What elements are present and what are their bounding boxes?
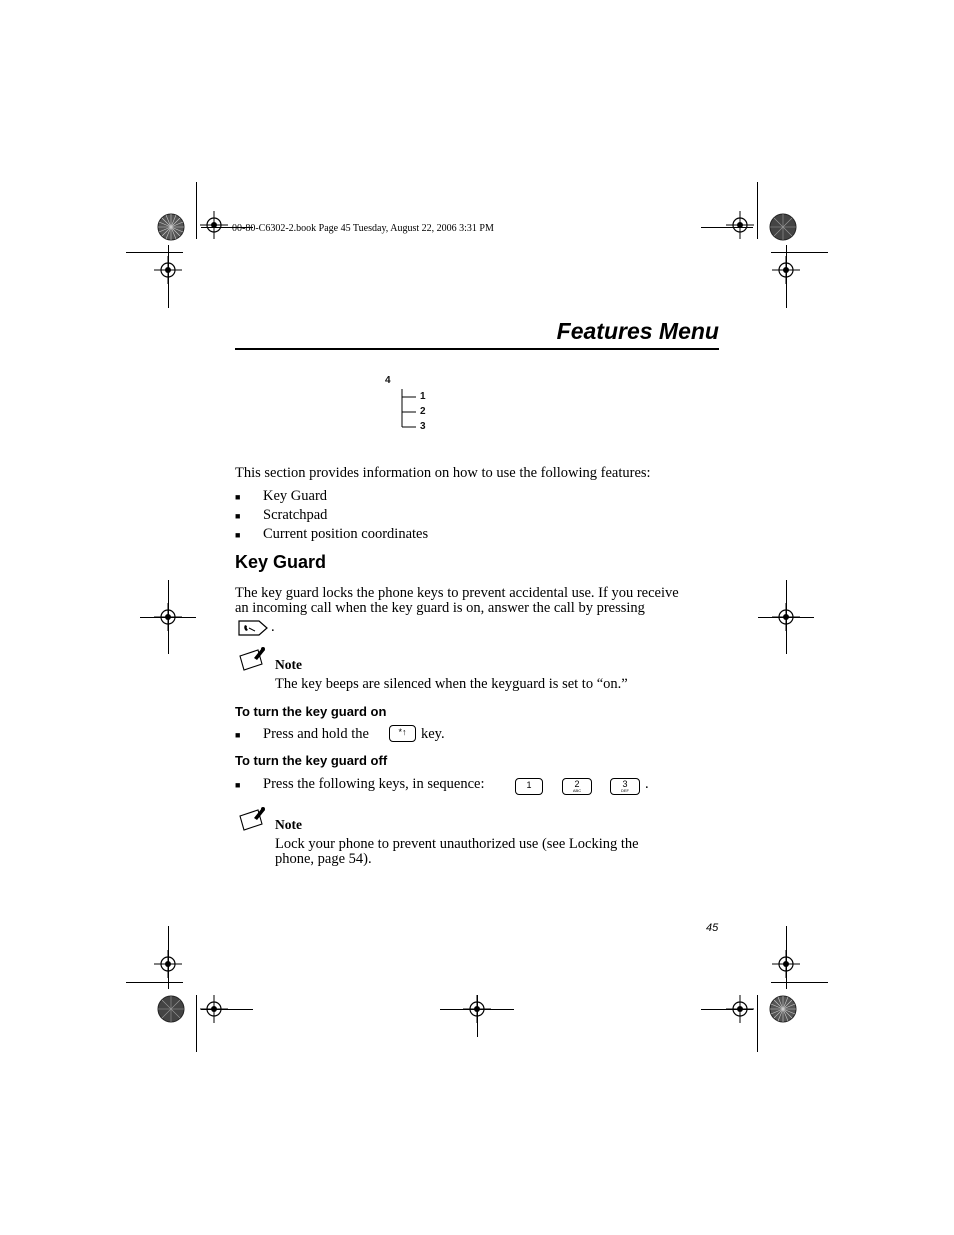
section-heading: Key Guard: [235, 552, 327, 572]
note-label: Note: [275, 657, 302, 672]
key-sublabel: ABC: [572, 788, 582, 793]
crop-mark: [126, 252, 183, 253]
bullet: ■: [235, 530, 241, 540]
note-pen-icon: [238, 806, 268, 832]
key-sublabel: DEF: [621, 788, 629, 793]
registration-target-icon: [772, 256, 800, 284]
registration-target-icon: [726, 211, 754, 239]
registration-target-icon: [772, 603, 800, 631]
paragraph-line: The key guard locks the phone keys to prevent accidental use. If you receive: [235, 585, 679, 601]
registration-target-icon: [200, 211, 228, 239]
starburst-seal-icon: [769, 995, 797, 1023]
note-label: Note: [275, 817, 302, 832]
registration-target-icon: [154, 256, 182, 284]
intro-text: This section provides information on how to use the following features:: [235, 465, 651, 481]
crop-mark: [196, 182, 197, 239]
page-number: 45: [706, 922, 719, 934]
subheading-turn-off: To turn the key guard off: [235, 753, 388, 768]
send-key-icon: [237, 619, 269, 637]
paragraph-line: an incoming call when the key guard is on, answer the call by pressing: [235, 600, 645, 616]
key-label: 3: [622, 779, 628, 789]
key-2-icon: [562, 778, 592, 795]
bullet: ■: [235, 730, 241, 740]
bullet: ■: [235, 511, 241, 521]
starburst-seal-icon: [157, 213, 185, 241]
note-text: phone, page 54).: [275, 851, 372, 867]
crop-mark: [771, 982, 828, 983]
step-text-end: .: [645, 776, 649, 792]
book-file-header: 00-80-C6302-2.book Page 45 Tuesday, August 22, 2006 3:31 PM: [232, 223, 494, 234]
bullet: ■: [235, 492, 241, 502]
star-key-label: *↑: [398, 727, 407, 737]
key-label: 1: [526, 780, 532, 790]
menu-tree: [380, 373, 440, 443]
feature-list-item: Scratchpad: [263, 507, 328, 523]
menu-tree-lines: [400, 387, 420, 431]
menu-tree-child: 2: [420, 406, 426, 417]
feature-list-item: Key Guard: [263, 488, 328, 504]
registration-target-icon: [200, 995, 228, 1023]
crop-mark: [126, 982, 183, 983]
star-key-icon: [389, 725, 416, 742]
registration-target-icon: [772, 950, 800, 978]
menu-tree-child: 3: [420, 421, 426, 432]
crop-mark: [757, 995, 758, 1052]
bullet: ■: [235, 780, 241, 790]
note-pen-icon: [238, 646, 268, 672]
step-text-end: key.: [421, 726, 445, 742]
note-text: The key beeps are silenced when the keyguard is set to “on.”: [275, 676, 628, 692]
step-text: Press the following keys, in sequence:: [263, 776, 485, 792]
starburst-seal-icon: [769, 213, 797, 241]
step-text: Press and hold the: [263, 726, 369, 742]
crop-mark: [771, 252, 828, 253]
registration-target-icon: [463, 995, 491, 1023]
key-label: 2: [574, 779, 580, 789]
key-3-icon: [610, 778, 640, 795]
note-text: Lock your phone to prevent unauthorized use (see Locking the: [275, 836, 639, 852]
starburst-seal-icon: [157, 995, 185, 1023]
subheading-turn-on: To turn the key guard on: [235, 704, 387, 719]
registration-target-icon: [154, 950, 182, 978]
key-1-icon: [515, 778, 543, 795]
menu-tree-root: 4: [385, 375, 391, 386]
title-rule: [235, 348, 719, 350]
feature-list-item: Current position coordinates: [263, 526, 429, 542]
registration-target-icon: [726, 995, 754, 1023]
chapter-title: Features Menu: [556, 318, 719, 344]
crop-mark: [757, 182, 758, 239]
menu-tree-child: 1: [420, 391, 426, 402]
registration-target-icon: [154, 603, 182, 631]
crop-mark: [196, 995, 197, 1052]
paragraph-end: .: [271, 619, 275, 635]
